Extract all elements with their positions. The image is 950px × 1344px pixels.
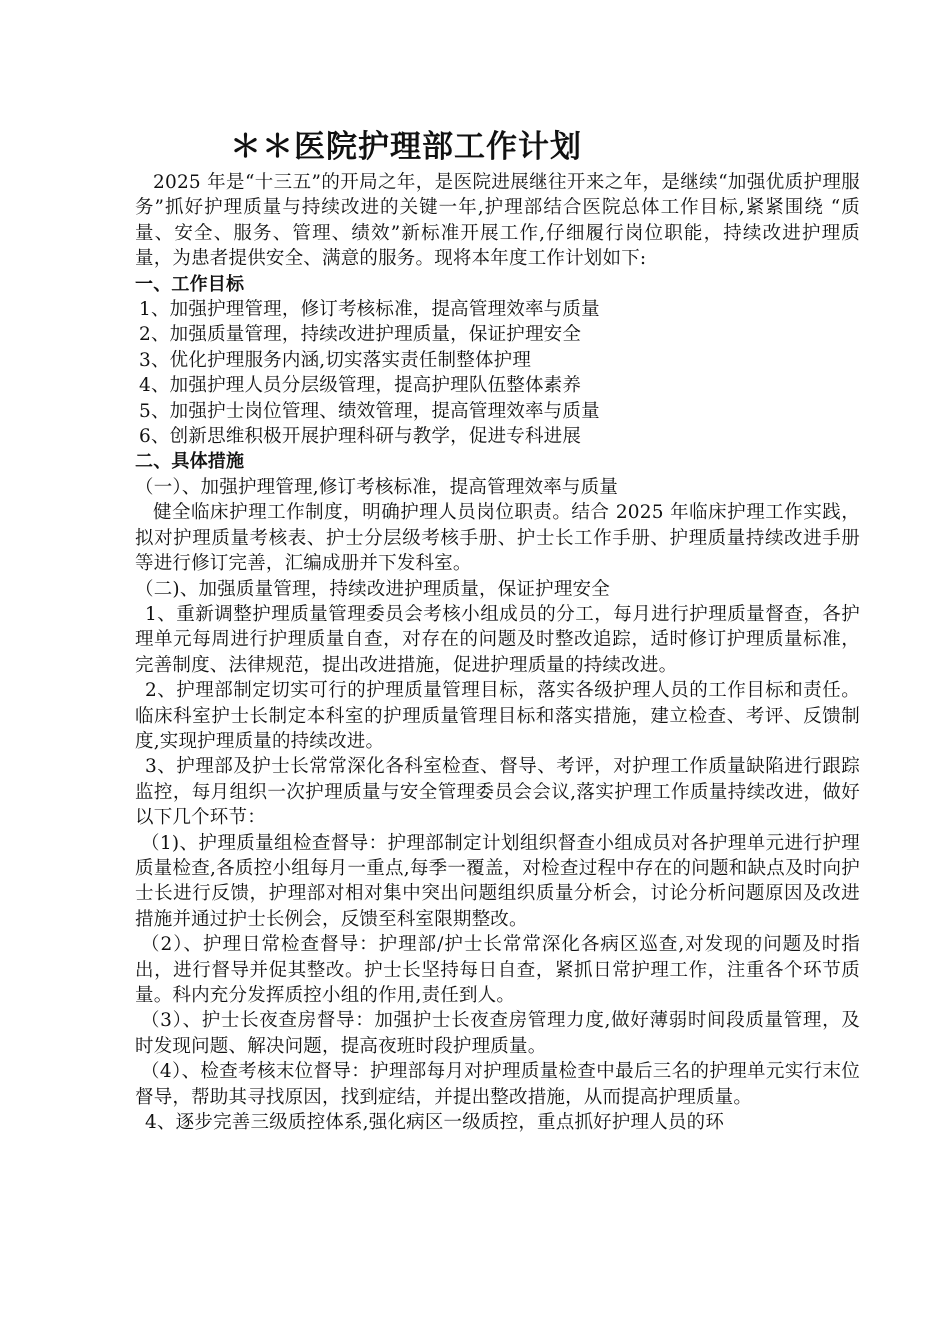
measure-subparagraph: （2）、护理日常检查督导：护理部/护士长常常深化各病区巡查,对发现的问题及时指出，进行督导并促其整改。护士长坚持每日自查，紧抓日常护理工作，注重各个环节质量。科内充分发挥质控小组的作用,责任到人。 — [135, 934, 860, 1006]
measure-subparagraph: （3）、护士长夜查房督导：加强护士长夜查房管理力度,做好薄弱时间段质量管理，及时发现问题、解决问题，提高夜班时段护理质量。 — [135, 1010, 860, 1057]
goal-item: 6、创新思维积极开展护理科研与教学，促进专科进展 — [139, 426, 582, 448]
goal-item: 5、加强护士岗位管理、绩效管理，提高管理效率与质量 — [139, 400, 600, 422]
subsection-title: （二)、加强质量管理，持续改进护理质量，保证护理安全 — [135, 578, 610, 600]
goal-item: 4、加强护理人员分层级管理，提高护理队伍整体素养 — [139, 375, 582, 397]
measure-paragraph: 3、护理部及护士长常常深化各科室检查、督导、考评，对护理工作质量缺陷进行跟踪监控，每月组织一次护理质量与安全管理委员会会议,落实护理工作质量持续改进，做好以下几个环节： — [135, 756, 860, 829]
goal-item: 1、加强护理管理，修订考核标准，提高管理效率与质量 — [139, 299, 600, 321]
subsection-paragraph: 健全临床护理工作制度，明确护理人员岗位职责。结合 2025 年临床护理工作实践，拟对护理质量考核表、护士分层级考核手册、护士长工作手册、护理质量持续改进手册等进行修订完善，汇编成册并下发科室。 — [135, 502, 860, 575]
measure-subparagraph: （4）、检查考核末位督导：护理部每月对护理质量检查中最后三名的护理单元实行末位督导，帮助其寻找原因，找到症结，并提出整改措施，从而提高护理质量。 — [135, 1061, 860, 1108]
subsection-title: （一）、加强护理管理,修订考核标准，提高管理效率与质量 — [135, 476, 619, 498]
section-heading-measures: 二、具体措施 — [135, 451, 245, 473]
document-title: ＊＊医院护理部工作计划 — [230, 129, 582, 165]
section-heading-goals: 一、工作目标 — [135, 273, 245, 295]
goal-item: 2、加强质量管理，持续改进护理质量，保证护理安全 — [139, 324, 582, 346]
measure-subparagraph: （1)、护理质量组检查督导：护理部制定计划组织督查小组成员对各护理单元进行护理质量检查,各质控小组每月一重点,每季一覆盖，对检查过程中存在的问题和缺点及时向护士长进行反馈，护理部对相对集中突出问题组织质量分析会，讨论分析问题原因及改进措施并通过护士长例会，反馈至科室限期整改。 — [135, 832, 860, 930]
measure-paragraph: 1、重新调整护理质量管理委员会考核小组成员的分工，每月进行护理质量督查，各护理单元每周进行护理质量自查，对存在的问题及时整改追踪，适时修订护理质量标准，完善制度、法律规范，提出改进措施，促进护理质量的持续改进。 — [135, 603, 860, 676]
measure-paragraph: 2、护理部制定切实可行的护理质量管理目标，落实各级护理人员的工作目标和责任。临床科室护士长制定本科室的护理质量管理目标和落实措施，建立检查、考评、反馈制度,实现护理质量的持续改进。 — [135, 680, 860, 752]
goal-item: 3、优化护理服务内涵,切实落实责任制整体护理 — [139, 349, 532, 371]
measure-paragraph: 4、逐步完善三级质控体系,强化病区一级质控，重点抓好护理人员的环 — [145, 1112, 725, 1134]
intro-paragraph: 2025 年是“十三五”的开局之年，是医院进展继往开来之年，是继续“加强优质护理服务”抓好护理质量与持续改进的关键一年,护理部结合医院总体工作目标,紧紧围绕 “质量、安全、服务、管理、绩效”新标准开展工作,仔细履行岗位职能，持续改进护理质量，为患者提供安全、满意的服务。现将本年度工作计划如下: — [135, 172, 860, 270]
document-body — [135, 124, 860, 1135]
